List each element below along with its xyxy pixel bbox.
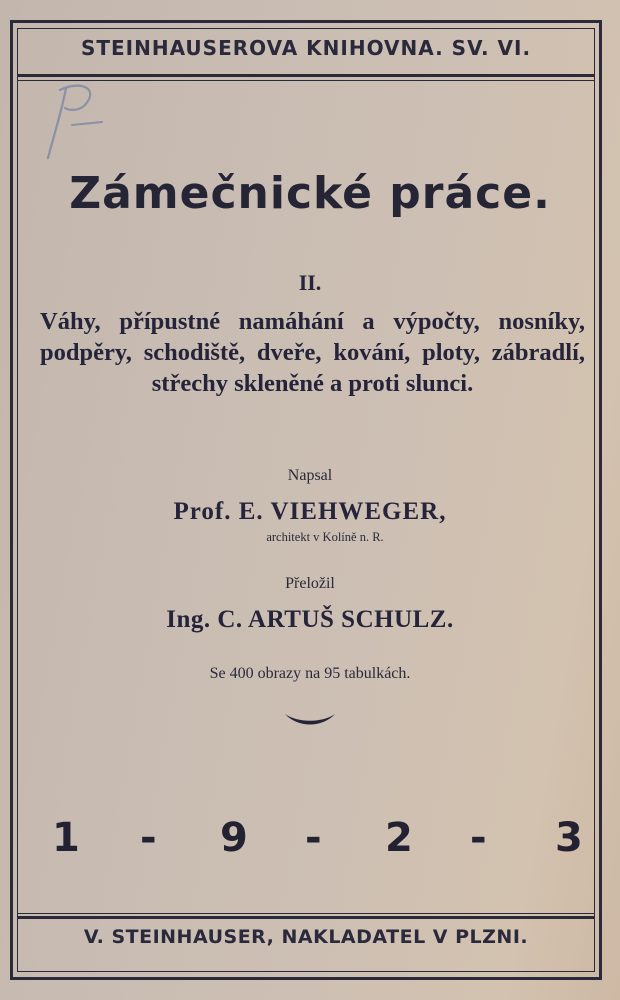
publisher-line: V. STEINHAUSER, NAKLADATEL V PLZNI.: [83, 926, 529, 948]
author-name: Prof. E. VIEHWEGER,: [173, 498, 447, 525]
book-subtitle: Váhy, přípustné namáhání a výpočty, nosníky, podpěry, schodiště, dveře, kování, ploty, zábradlí, střechy skleněné a proti slunci.: [40, 308, 585, 397]
illustrations-note: Se 400 obrazy na 95 tabulkách.: [209, 665, 411, 682]
author-role: architekt v Kolíně n. R.: [266, 530, 384, 544]
handwritten-pencil-mark: [40, 70, 110, 170]
translator-name: Ing. C. ARTUŠ SCHULZ.: [166, 606, 454, 633]
year-digit: 1: [52, 815, 80, 861]
translator-label: Přeložil: [285, 575, 335, 592]
year-separator: -: [305, 815, 322, 861]
year-digit: 2: [385, 815, 413, 861]
year-digit: 3: [555, 815, 583, 861]
year-digit: 9: [220, 815, 248, 861]
series-name: STEINHAUSEROVA KNIHOVNA. SV. VI.: [80, 36, 532, 60]
year-separator: -: [140, 815, 157, 861]
footer-divider-thin: [17, 913, 595, 914]
volume-number: II.: [298, 270, 322, 295]
publication-year: [40, 815, 590, 865]
author-label: Napsal: [287, 467, 333, 484]
year-separator: -: [470, 815, 487, 861]
book-title: Zámečnické práce.: [69, 168, 551, 219]
ornament-swash: [283, 710, 337, 728]
footer-divider: [17, 916, 595, 919]
